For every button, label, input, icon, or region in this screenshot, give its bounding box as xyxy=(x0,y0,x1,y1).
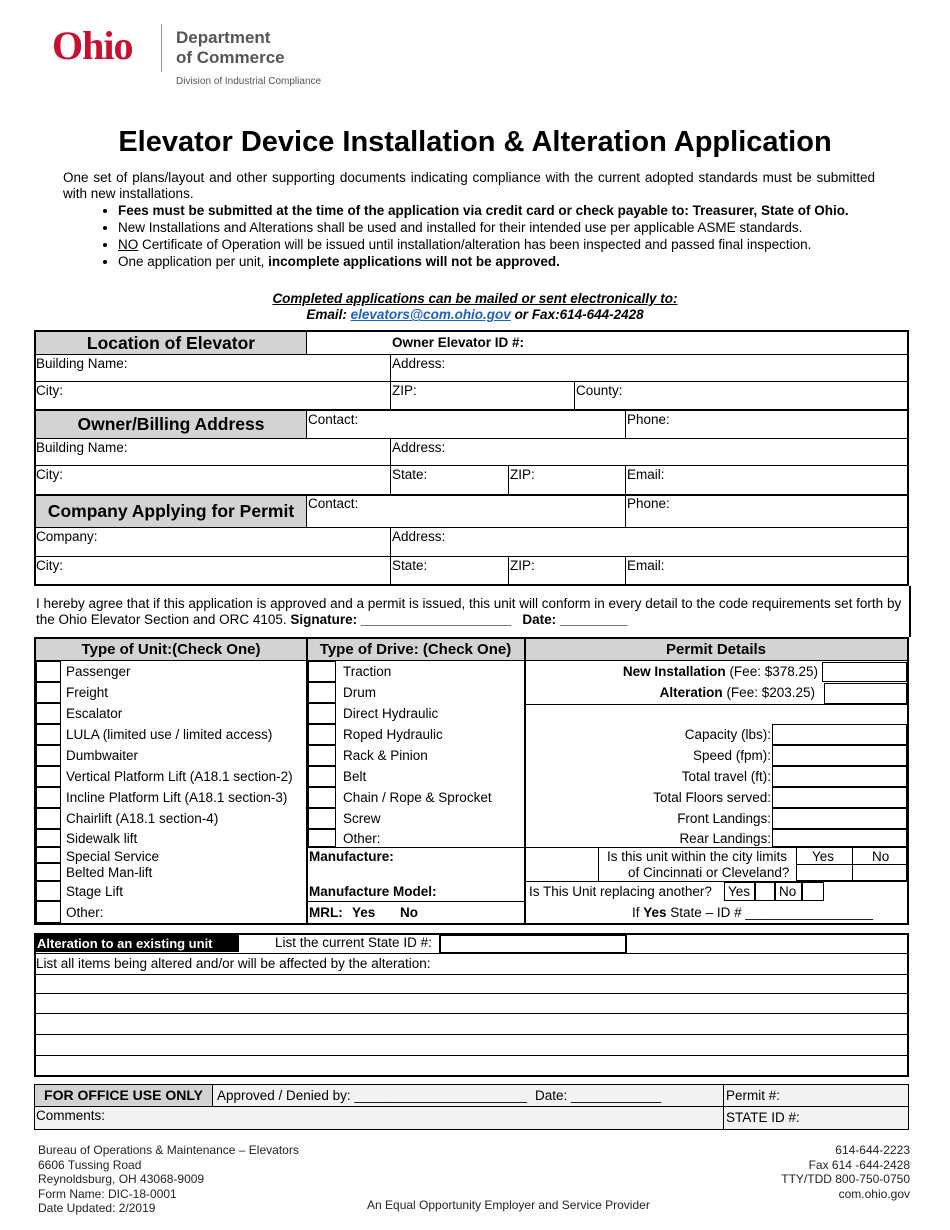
alteration-line[interactable] xyxy=(36,974,907,975)
front-landings-input[interactable] xyxy=(772,808,907,829)
alteration-header xyxy=(35,935,239,952)
line xyxy=(36,527,907,528)
approved-denied-label: Approved / Denied by: _______________________ xyxy=(217,1088,528,1103)
submit-line1-text: Completed applications can be mailed or sent electronically to: xyxy=(272,291,678,306)
capacity-label: Capacity (lbs): xyxy=(684,727,771,742)
state-id-label: STATE ID #: xyxy=(726,1110,800,1125)
line xyxy=(36,438,907,439)
alteration-bold: Alteration xyxy=(659,685,723,700)
bullet-asme-text: New Installations and Alterations shall be used and installed for their intended use per applicable ASME standards. xyxy=(118,220,803,235)
drive-checkbox[interactable] xyxy=(308,808,336,829)
line xyxy=(525,704,907,705)
office-date-label: Date: ____________ xyxy=(535,1088,662,1103)
alteration-header-text: Alteration to an existing unit xyxy=(37,936,213,951)
drive-other: Other: xyxy=(343,831,381,846)
travel-label: Total travel (ft): xyxy=(681,769,771,784)
drive-type-header xyxy=(307,639,524,660)
logo-dept-line1: Department xyxy=(176,28,271,47)
unit-incline-platform: Incline Platform Lift (A18.1 section-3) xyxy=(66,790,288,805)
agreement-text xyxy=(36,596,906,628)
footer-eeo: An Equal Opportunity Employer and Service Provider xyxy=(367,1198,650,1212)
alteration-box[interactable] xyxy=(824,683,907,704)
line xyxy=(36,660,907,661)
bullet-one-app-bold: incomplete applications will not be approved. xyxy=(268,254,560,269)
line xyxy=(34,1106,909,1107)
city-limits-yes[interactable]: Yes xyxy=(812,849,835,864)
manufacture-model-label: Manufacture Model: xyxy=(309,884,437,899)
company-phone-label: Phone: xyxy=(627,496,670,511)
unit-checkbox[interactable] xyxy=(36,808,61,829)
line xyxy=(307,847,524,848)
drive-checkbox[interactable] xyxy=(308,829,336,847)
company-header-text: Company Applying for Permit xyxy=(47,501,295,521)
line xyxy=(796,864,907,865)
owner-state-label: State: xyxy=(392,467,428,482)
if-yes-state-id xyxy=(632,905,873,920)
drive-chain-rope: Chain / Rope & Sprocket xyxy=(343,790,492,805)
location-city-label: City: xyxy=(36,383,63,398)
unit-checkbox[interactable] xyxy=(36,661,61,682)
unit-special-service: Special Service xyxy=(66,849,160,864)
footer-left xyxy=(38,1143,299,1216)
applicant-info-box xyxy=(34,330,909,586)
drive-drum: Drum xyxy=(343,685,376,700)
unit-vertical-platform: Vertical Platform Lift (A18.1 section-2) xyxy=(66,769,293,784)
replacing-yes[interactable]: Yes xyxy=(728,884,751,899)
office-use-header xyxy=(35,1085,213,1106)
line xyxy=(307,901,524,902)
bullet-certificate-text: Certificate of Operation will be issued until installation/alteration has been inspected and passed final inspection. xyxy=(138,237,812,252)
bullet-asme xyxy=(118,219,930,236)
line xyxy=(36,381,907,382)
unit-stage-lift: Stage Lift xyxy=(66,884,124,899)
unit-lula: LULA (limited use / limited access) xyxy=(66,727,273,742)
drive-checkbox[interactable] xyxy=(308,703,336,724)
company-header xyxy=(36,496,306,527)
owner-phone-label: Phone: xyxy=(627,412,670,427)
replacing-yes-check[interactable] xyxy=(755,882,775,901)
owner-zip-label: ZIP: xyxy=(510,467,535,482)
drive-direct-hydraulic: Direct Hydraulic xyxy=(343,706,439,721)
unit-checkbox[interactable] xyxy=(36,863,61,881)
owner-contact-label: Contact: xyxy=(308,412,359,427)
submit-line1 xyxy=(0,291,950,306)
line xyxy=(625,556,626,584)
new-installation-label xyxy=(526,664,818,679)
location-address-label: Address: xyxy=(392,356,446,371)
line xyxy=(574,381,575,410)
manufacture-label: Manufacture: xyxy=(309,849,394,864)
logo-ohio-text: Ohio xyxy=(52,23,133,68)
unit-checkbox[interactable] xyxy=(36,881,61,901)
footer-fax: Fax 614 -644-2428 xyxy=(808,1157,910,1172)
unit-checkbox[interactable] xyxy=(36,847,61,863)
line xyxy=(909,586,911,637)
unit-dumbwaiter: Dumbwaiter xyxy=(66,748,139,763)
unit-checkbox[interactable] xyxy=(36,829,61,847)
owner-email-label: Email: xyxy=(627,467,665,482)
fax-text: or Fax:614-644-2428 xyxy=(510,307,644,322)
line xyxy=(625,411,626,438)
city-limits-no[interactable]: No xyxy=(872,849,890,864)
rear-landings-input[interactable] xyxy=(772,829,907,847)
unit-type-header-text: Type of Unit:(Check One) xyxy=(81,641,261,658)
drive-traction: Traction xyxy=(343,664,392,679)
speed-label: Speed (fpm): xyxy=(692,748,771,763)
permit-number-label: Permit #: xyxy=(726,1088,781,1103)
agreement-body: I hereby agree that if this application is approved and a permit is issued, this unit will conform in every detail to the code requirements set forth by the Ohio Elevator Section and ORC 4105. xyxy=(36,596,902,627)
drive-checkbox[interactable] xyxy=(308,766,336,787)
drive-belt: Belt xyxy=(343,769,367,784)
footer-phone: 614-644-2223 xyxy=(835,1143,910,1157)
permit-details-header xyxy=(525,639,907,660)
intro-text: One set of plans/layout and other supporting documents indicating compliance with the current adopted standards must be submitted with new installations. xyxy=(63,170,875,201)
company-zip-label: ZIP: xyxy=(510,558,535,573)
unit-type-header xyxy=(36,639,306,660)
drive-screw: Screw xyxy=(343,811,381,826)
owner-city-label: City: xyxy=(36,467,63,482)
line xyxy=(36,354,907,355)
bullet-fees xyxy=(118,202,930,219)
replacing-question: Is This Unit replacing another? xyxy=(529,884,712,899)
city-limits-q2: of Cincinnati or Cleveland? xyxy=(628,865,790,880)
agreement-date-label: Date: _________ xyxy=(522,612,628,627)
travel-input[interactable] xyxy=(772,766,907,787)
line xyxy=(36,465,907,466)
alteration-fee: (Fee: $203.25) xyxy=(722,685,815,700)
front-landings-label: Front Landings: xyxy=(677,811,771,826)
footer-form-name: Form Name: DIC-18-0001 xyxy=(38,1186,177,1201)
owner-elevator-id-label: Owner Elevator ID #: xyxy=(392,335,525,350)
alteration-label xyxy=(526,685,815,700)
logo-dept-line2: of Commerce xyxy=(176,48,285,67)
line xyxy=(390,438,391,494)
location-header-text: Location of Elevator xyxy=(86,333,256,353)
bullet-one-app-text: One application per unit, xyxy=(118,254,269,269)
if-yes-pre: If xyxy=(632,905,644,920)
company-email-label: Email: xyxy=(627,558,665,573)
submit-line2 xyxy=(0,307,950,322)
company-name-label: Company: xyxy=(36,529,98,544)
drive-checkbox[interactable] xyxy=(308,787,336,808)
footer-website[interactable]: com.ohio.gov xyxy=(838,1186,910,1201)
replacing-no-check[interactable] xyxy=(802,882,824,901)
if-yes-post: State – ID # _________________ xyxy=(666,905,873,920)
line xyxy=(306,332,307,354)
company-address-label: Address: xyxy=(392,529,446,544)
unit-passenger: Passenger xyxy=(66,664,131,679)
new-installation-fee: (Fee: $378.25) xyxy=(725,664,818,679)
unit-checkbox[interactable] xyxy=(36,703,61,724)
comments-label: Comments: xyxy=(36,1108,106,1123)
unit-sidewalk-lift: Sidewalk lift xyxy=(66,831,138,846)
new-installation-bold: New Installation xyxy=(622,664,726,679)
permit-details-header-text: Permit Details xyxy=(665,641,767,658)
company-contact-label: Contact: xyxy=(308,496,359,511)
mrl-yes[interactable]: Yes xyxy=(352,905,376,920)
drive-type-header-text: Type of Drive: (Check One) xyxy=(319,641,512,658)
requirements-list xyxy=(63,202,930,270)
bullet-certificate xyxy=(118,236,930,253)
unit-checkbox[interactable] xyxy=(36,682,61,703)
ohio-logo xyxy=(52,22,342,92)
location-header xyxy=(36,332,306,354)
unit-checkbox[interactable] xyxy=(36,724,61,745)
owner-header xyxy=(36,411,306,438)
line xyxy=(625,496,626,527)
city-limits-q1: Is this unit within the city limits xyxy=(607,849,788,864)
company-state-label: State: xyxy=(392,558,428,573)
footer-city: Reynoldsburg, OH 43068-9009 xyxy=(38,1172,205,1186)
drive-roped-hydraulic: Roped Hydraulic xyxy=(343,727,443,742)
logo-division: Division of Industrial Compliance xyxy=(176,76,322,87)
floors-label: Total Floors served: xyxy=(653,790,771,805)
page-title: Elevator Device Installation & Alteration Application xyxy=(118,126,832,158)
drive-checkbox[interactable] xyxy=(308,661,336,682)
current-state-id-label: List the current State ID #: xyxy=(275,935,432,950)
alteration-line[interactable] xyxy=(36,1055,907,1056)
drive-rack-pinion: Rack & Pinion xyxy=(343,748,428,763)
owner-building-label: Building Name: xyxy=(36,440,128,455)
alteration-list-label: List all items being altered and/or will be affected by the alteration: xyxy=(36,956,431,971)
footer-bureau: Bureau of Operations & Maintenance – Elevators xyxy=(38,1143,299,1157)
drive-checkbox[interactable] xyxy=(308,682,336,703)
line xyxy=(390,354,391,410)
unit-chairlift: Chairlift (A18.1 section-4) xyxy=(66,811,219,826)
line xyxy=(508,556,509,584)
unit-freight: Freight xyxy=(66,685,109,700)
logo-divider xyxy=(161,24,162,72)
owner-address-label: Address: xyxy=(392,440,446,455)
unit-belted-manlift: Belted Man-lift xyxy=(66,865,153,880)
unit-checkbox[interactable] xyxy=(36,766,61,787)
unit-escalator: Escalator xyxy=(66,706,123,721)
bullet-one-app xyxy=(118,253,930,270)
line xyxy=(36,953,907,954)
replacing-no[interactable]: No xyxy=(779,884,797,899)
location-zip-label: ZIP: xyxy=(392,383,417,398)
drive-checkbox[interactable] xyxy=(308,724,336,745)
line xyxy=(723,1084,724,1130)
unit-checkbox[interactable] xyxy=(36,901,61,923)
line xyxy=(525,881,907,882)
alteration-line[interactable] xyxy=(36,1034,907,1035)
location-county-label: County: xyxy=(576,383,623,398)
unit-other: Other: xyxy=(66,905,104,920)
line xyxy=(36,556,907,557)
alteration-line[interactable] xyxy=(36,1013,907,1014)
location-building-label: Building Name: xyxy=(36,356,128,371)
capacity-input[interactable] xyxy=(772,724,907,745)
signature-label: Signature: ____________________ xyxy=(290,612,512,627)
mrl-no[interactable]: No xyxy=(400,905,418,920)
rear-landings-label: Rear Landings: xyxy=(679,831,771,846)
line xyxy=(598,847,599,881)
speed-input[interactable] xyxy=(772,745,907,766)
line xyxy=(625,465,626,494)
if-yes-bold: Yes xyxy=(643,905,667,920)
floors-input[interactable] xyxy=(772,787,907,808)
line xyxy=(306,411,307,438)
drive-checkbox[interactable] xyxy=(308,745,336,766)
bullet-fees-text: Fees must be submitted at the time of the application via credit card or check payable to: Treasurer, State of Ohio. xyxy=(118,203,849,218)
email-link[interactable]: elevators@com.ohio.gov xyxy=(350,307,511,322)
mrl-label: MRL: xyxy=(309,905,343,920)
owner-header-text: Owner/Billing Address xyxy=(77,414,265,434)
bullet-certificate-no: NO xyxy=(118,237,139,252)
office-use-header-text: FOR OFFICE USE ONLY xyxy=(44,1087,203,1103)
footer-date-updated: Date Updated: 2/2019 xyxy=(38,1201,156,1215)
footer-right xyxy=(781,1143,910,1201)
new-installation-box[interactable] xyxy=(822,662,907,682)
company-city-label: City: xyxy=(36,558,63,573)
line xyxy=(508,465,509,494)
unit-checkbox[interactable] xyxy=(36,787,61,808)
alteration-line[interactable] xyxy=(36,993,907,994)
current-state-id-input[interactable] xyxy=(439,934,627,954)
unit-checkbox[interactable] xyxy=(36,745,61,766)
line xyxy=(306,496,307,527)
email-label: Email: xyxy=(306,307,351,322)
footer-street: 6606 Tussing Road xyxy=(38,1157,142,1172)
footer-tty: TTY/TDD 800-750-0750 xyxy=(781,1172,910,1186)
